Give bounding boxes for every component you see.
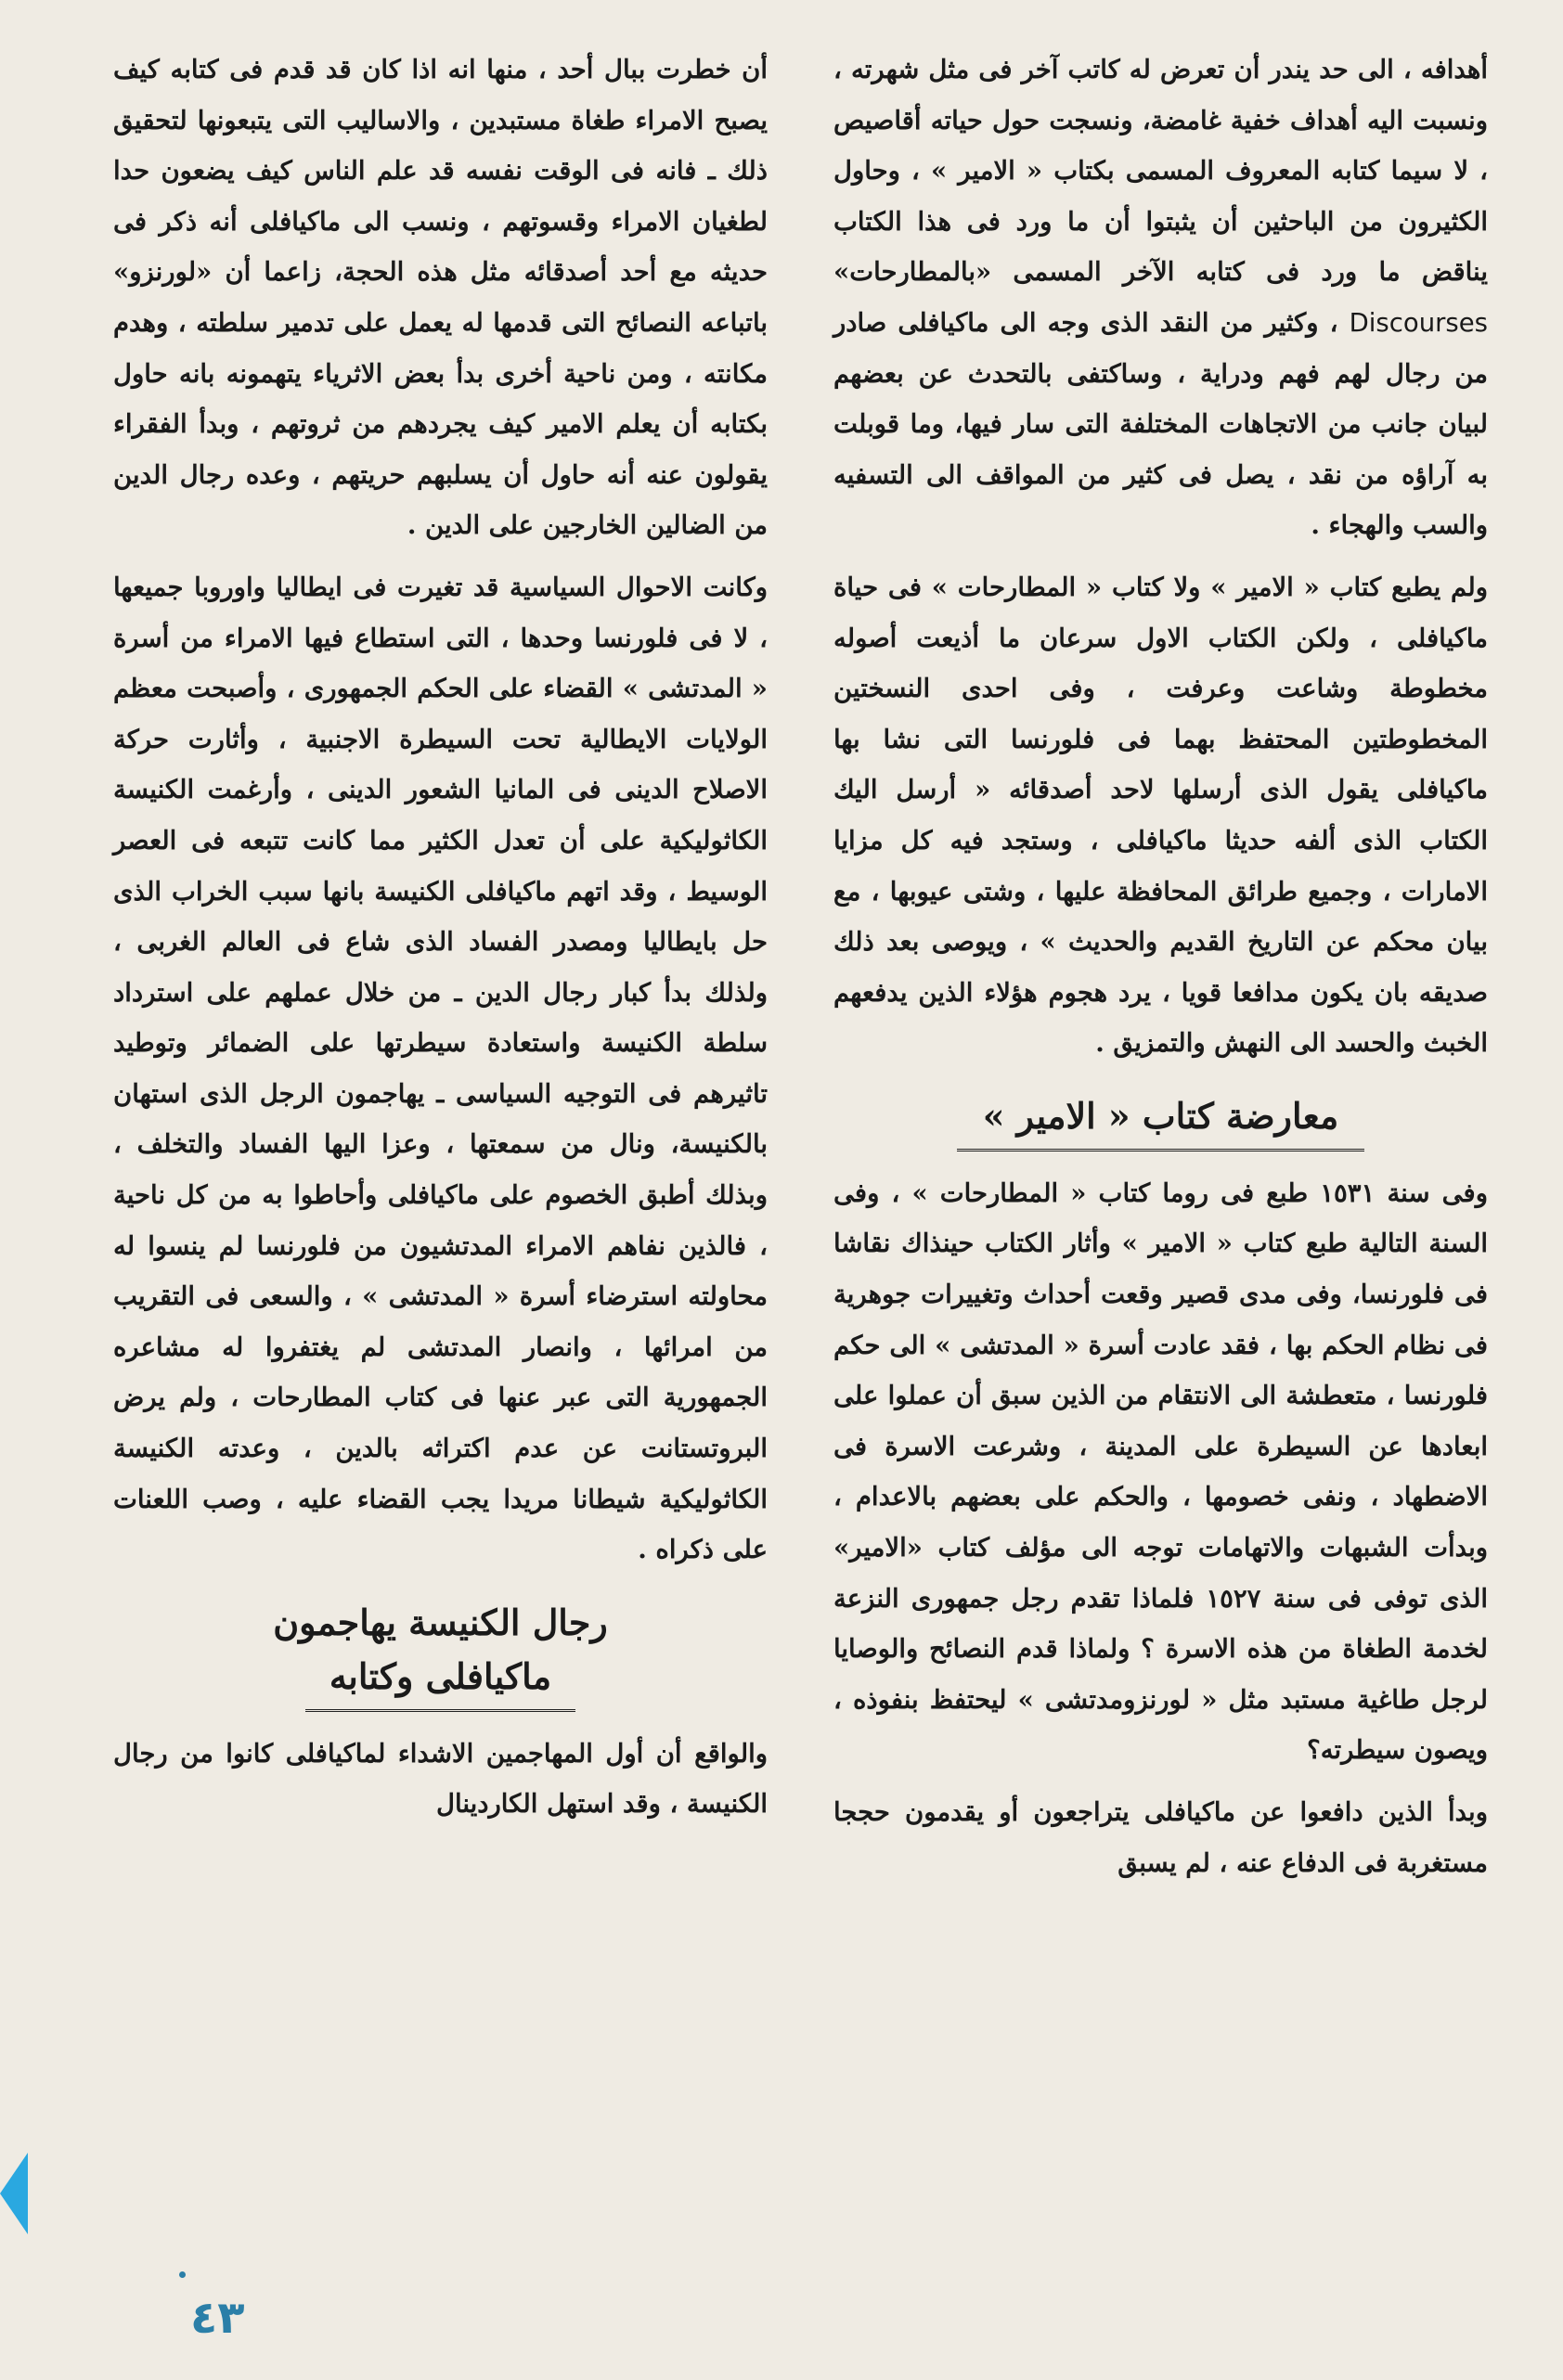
intro-line-6: يناقض ما ورد فى كتابه الآخر المسمى «بالمطارحات» xyxy=(833,257,1488,288)
discourses-term: Discourses xyxy=(1349,307,1489,338)
section-heading-church xyxy=(113,1596,768,1712)
intro-line-4: المعروف المسمى بكتاب « الامير » ، وحاول الكثيرون xyxy=(833,156,1488,237)
heading-text: معارضة كتاب « الامير » xyxy=(957,1089,1365,1151)
left-column xyxy=(113,45,768,1830)
paragraph-printing-1531: وفى سنة ١٥٣١ طبع فى روما كتاب « المطارحات » ، وفى السنة التالية طبع كتاب « الامير » وأثار الكتاب حينذاك نقاشا فى فلورنسا، وفى مدى قصير وقعت أحداث وتغييرات جوهرية فى نظام الحكم بها ، فقد عادت أسرة « المدتشى » الى حكم فلورنسا ، متعطشة الى الانتقام من الذين سبق أن عملوا على ابعادها عن السيطرة على المدينة ، وشرعت الاسرة فى الاضطهاد ، ونفى خصومها ، والحكم على بعضهم بالاعدام ، وبدأت الشبهات والاتهامات توجه الى مؤلف كتاب «الامير» الذى توفى فى سنة ١٥٢٧ فلماذا تقدم رجل جمهورى النزعة لخدمة الطغاة من هذه الاسرة ؟ ولماذا قدم النصائح والوصايا لرجل طاغية مستبد مثل « لورنزومدتشى » ليحتفظ بنفوذه ، ويصون سيطرته؟ xyxy=(833,1177,1488,1766)
right-column xyxy=(833,45,1488,1888)
paragraph-defenders: وبدأ الذين دافعوا عن ماكيافلى يتراجعون أو يقدمون حججا مستغربة فى الدفاع عنه ، لم يسبق xyxy=(833,1797,1488,1878)
heading-line-2: ماكيافلى وكتابه xyxy=(305,1650,575,1712)
heading-line-1: رجال الكنيسة يهاجمون xyxy=(273,1601,608,1643)
intro-continuation: ، وكثير من النقد الذى وجه الى ماكيافلى صادر من رجال لهم فهم ودراية ، وساكتفى بالتحدث عن بعضهم لبيان جانب من الاتجاهات المختلفة التى سار فيها، وما قوبلت به آراؤه من نقد ، يصل فى كثير من المواقف الى التسفيه والسب والهجاء . xyxy=(833,307,1488,541)
paragraph-arguments: أن خطرت ببال أحد ، منها انه اذا كان قد قدم فى كتابه كيف يصبح الامراء طغاة مستبدين ، والاساليب التى يتبعونها لتحقيق ذلك ـ فانه فى الوقت نفسه قد علم الناس كيف يضعون حدا لطغيان الامراء وقسوتهم ، ونسب الى ماكيافلى أنه ذكر فى حديثه مع أحد أصدقائه مثل هذه الحجة، زاعما أن «لورنزو» باتباعه النصائح التى قدمها له يعمل على تدمير سلطته ، وهدم مكانته ، ومن ناحية أخرى بدأ بعض الاثرياء يتهمونه بانه حاول بكتابه أن يعلم الامير كيف يجردهم من ثروتهم ، وبدأ الفقراء يقولون عنه أنه حاول أن يسلبهم حريتهم ، وعده رجال الدين من الضالين الخارجين على الدين . xyxy=(113,55,768,541)
page-number: ٤٣ xyxy=(190,2292,245,2344)
intro-line-3: ونسجت حول حياته أقاصيص ، لا سيما كتابه xyxy=(833,105,1488,187)
intro-line-5: من الباحثين أن يثبتوا أن ما ورد فى هذا الكتاب xyxy=(833,206,1383,237)
intro-line-2: فى مثل شهرته ، ونسبت اليه أهداف خفية غامضة، xyxy=(833,55,1488,135)
paragraph-intro xyxy=(833,45,1488,551)
paragraph-publication: ولم يطبع كتاب « الامير » ولا كتاب « المطارحات » فى حياة ماكيافلى ، ولكن الكتاب الاول سرعان ما أذيعت أصوله مخطوطة وشاعت وعرفت ، وفى احدى النسختين المخطوطتين المحتفظ بهما فى فلورنسا التى نشا بها ماكيافلى يقول الذى أرسلها لاحد أصدقائه « أرسل اليك الكتاب الذى ألفه حديثا ماكيافلى ، وستجد فيه كل مزايا الامارات ، وجميع طرائق المحافظة عليها ، وشتى عيوبها ، مع بيان محكم عن التاريخ القديم والحديث » ، ويوصى بعد ذلك صديقه بان يكون مدافعا قويا ، يرد هجوم هؤلاء الذين يدفعهم الخبث والحسد الى النهش والتمزيق . xyxy=(833,572,1488,1059)
page-edge-marker xyxy=(0,2153,28,2234)
decorative-dot xyxy=(179,2271,186,2278)
paragraph-church-attackers: والواقع أن أول المهاجمين الاشداء لماكيافلى كانوا من رجال الكنيسة ، وقد استهل الكاردينال xyxy=(113,1738,768,1820)
section-heading-opposition xyxy=(833,1089,1488,1151)
intro-line-1: أهدافه ، الى حد يندر أن تعرض له كاتب آخر xyxy=(1021,55,1489,84)
paragraph-political-conditions: وكانت الاحوال السياسية قد تغيرت فى ايطاليا واوروبا جميعها ، لا فى فلورنسا وحدها ، التى استطاع فيها الامراء من أسرة « المدتشى » القضاء على الحكم الجمهورى ، وأصبحت معظم الولايات الايطالية تحت السيطرة الاجنبية ، وأثارت حركة الاصلاح الدينى فى المانيا الشعور الدينى ، وأرغمت الكنيسة الكاثوليكية على أن تعدل الكثير مما كانت تتبعه فى العصر الوسيط ، وقد اتهم ماكيافلى الكنيسة بانها سبب الخراب الذى حل بايطاليا ومصدر الفساد الذى شاع فى العالم الغربى ، ولذلك بدأ كبار رجال الدين ـ من خلال عملهم على استرداد سلطة الكنيسة واستعادة سيطرتها على الضمائر وتوطيد تاثيرهم فى التوجيه السياسى ـ يهاجمون الرجل الذى استهان بالكنيسة، ونال من سمعتها ، وعزا اليها الفساد والتخلف ، وبذلك أطبق الخصوم على ماكيافلى وأحاطوا به من كل ناحية ، فالذين نفاهم الامراء المدتشيون من فلورنسا لم ينسوا له محاولته استرضاء أسرة « المدتشى » ، والسعى فى التقريب من امرائها ، وانصار المدتشى لم يغتفروا له مشاعره الجمهورية التى عبر عنها فى كتاب المطارحات ، ولم يرض البروتستانت عن عدم اكتراثه بالدين ، وعدته الكنيسة الكاثوليكية شيطانا مريدا يجب القضاء عليه ، وصب اللعنات على ذكراه . xyxy=(113,572,768,1565)
